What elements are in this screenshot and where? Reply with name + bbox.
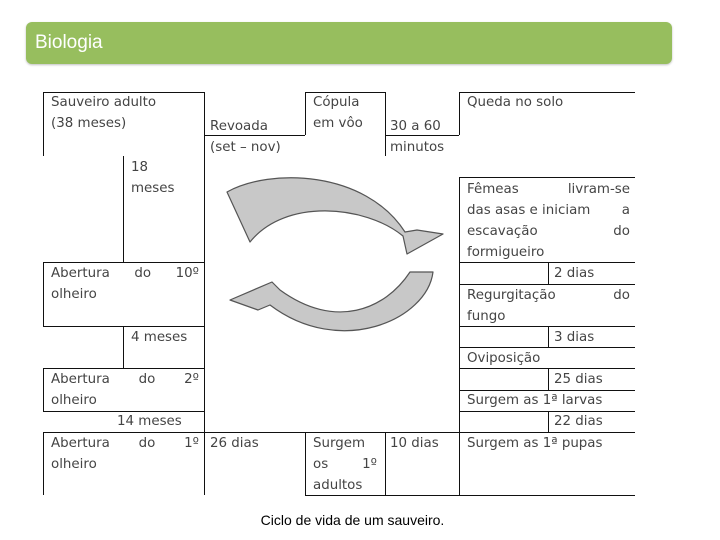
regurgitation-word: fungo xyxy=(467,309,506,324)
title-banner xyxy=(26,22,672,64)
hole-2-word: do xyxy=(138,372,156,387)
females-word: das asas e iniciam xyxy=(467,203,591,218)
border-line xyxy=(305,432,306,495)
border-line xyxy=(548,326,549,347)
females-word: livram-se xyxy=(567,182,630,197)
adult-label: Sauveiro adulto xyxy=(51,95,157,110)
first-adults-word: adultos xyxy=(313,478,363,493)
first-adults-word: Surgem xyxy=(313,436,366,451)
flight-label: Revoada xyxy=(210,119,268,134)
border-line xyxy=(459,177,460,495)
duration-26-days: 26 dias xyxy=(210,436,259,451)
mating-time-unit: minutos xyxy=(390,140,445,155)
regurgitation-word: Regurgitação xyxy=(467,288,556,303)
duration-3-days: 3 dias xyxy=(554,330,595,345)
adult-duration: (38 meses) xyxy=(51,116,127,131)
females-word: escavação xyxy=(467,224,538,239)
border-line xyxy=(305,92,306,135)
border-line xyxy=(548,368,549,390)
border-line xyxy=(43,262,44,326)
hole-10-word: olheiro xyxy=(51,287,97,302)
border-line xyxy=(43,92,44,156)
border-line xyxy=(548,262,549,284)
hole-10-word: 10º xyxy=(175,266,199,281)
border-line xyxy=(385,92,386,156)
mating-label: Cópula xyxy=(313,95,360,110)
females-word: Fêmeas xyxy=(467,182,519,197)
mating-label-2: em vôo xyxy=(313,116,363,131)
flight-period: (set – nov) xyxy=(210,140,281,155)
border-line xyxy=(459,177,635,178)
border-line xyxy=(43,368,44,411)
duration-18: 18 xyxy=(131,160,149,175)
cycle-arrows-graphic xyxy=(225,170,455,355)
figure-caption: Ciclo de vida de um sauveiro. xyxy=(260,512,445,528)
slide-title: Biologia xyxy=(35,32,103,53)
duration-2-days: 2 dias xyxy=(554,266,595,281)
lower-cycle-arrow xyxy=(230,272,433,331)
duration-22-days: 22 dias xyxy=(554,414,603,429)
duration-18-unit: meses xyxy=(131,181,175,196)
fall-label: Queda no solo xyxy=(467,95,564,110)
border-line xyxy=(459,92,460,135)
hole-2-word: Abertura xyxy=(51,372,110,387)
hole-2-word: olheiro xyxy=(51,393,97,408)
females-word: a xyxy=(621,203,630,218)
larvae-label: Surgem as 1ª larvas xyxy=(467,393,603,408)
hole-1-word: do xyxy=(138,436,156,451)
hole-2-word: 2º xyxy=(184,372,199,387)
duration-4-months: 4 meses xyxy=(131,330,188,345)
border-line xyxy=(204,92,205,495)
hole-10-word: Abertura xyxy=(51,266,110,281)
border-line xyxy=(459,411,635,412)
oviposition-label: Oviposição xyxy=(467,351,541,366)
first-adults-word: 1º xyxy=(362,457,377,472)
duration-14-months: 14 meses xyxy=(117,414,182,429)
border-line xyxy=(123,156,124,262)
mating-time: 30 a 60 xyxy=(390,119,441,134)
pupae-label: Surgem as 1ª pupas xyxy=(467,436,603,451)
upper-cycle-arrow xyxy=(227,178,443,254)
border-line xyxy=(548,411,549,432)
regurgitation-word: do xyxy=(613,288,630,303)
hole-1-word: 1º xyxy=(184,436,199,451)
first-adults-word: os xyxy=(313,457,329,472)
duration-10-days: 10 dias xyxy=(390,436,439,451)
females-word: formigueiro xyxy=(467,245,545,260)
border-line xyxy=(385,432,386,495)
females-word: do xyxy=(613,224,630,239)
border-line xyxy=(123,326,124,368)
hole-1-word: olheiro xyxy=(51,457,97,472)
hole-10-word: do xyxy=(134,266,152,281)
duration-25-days: 25 dias xyxy=(554,372,603,387)
hole-1-word: Abertura xyxy=(51,436,110,451)
border-line xyxy=(43,432,44,495)
